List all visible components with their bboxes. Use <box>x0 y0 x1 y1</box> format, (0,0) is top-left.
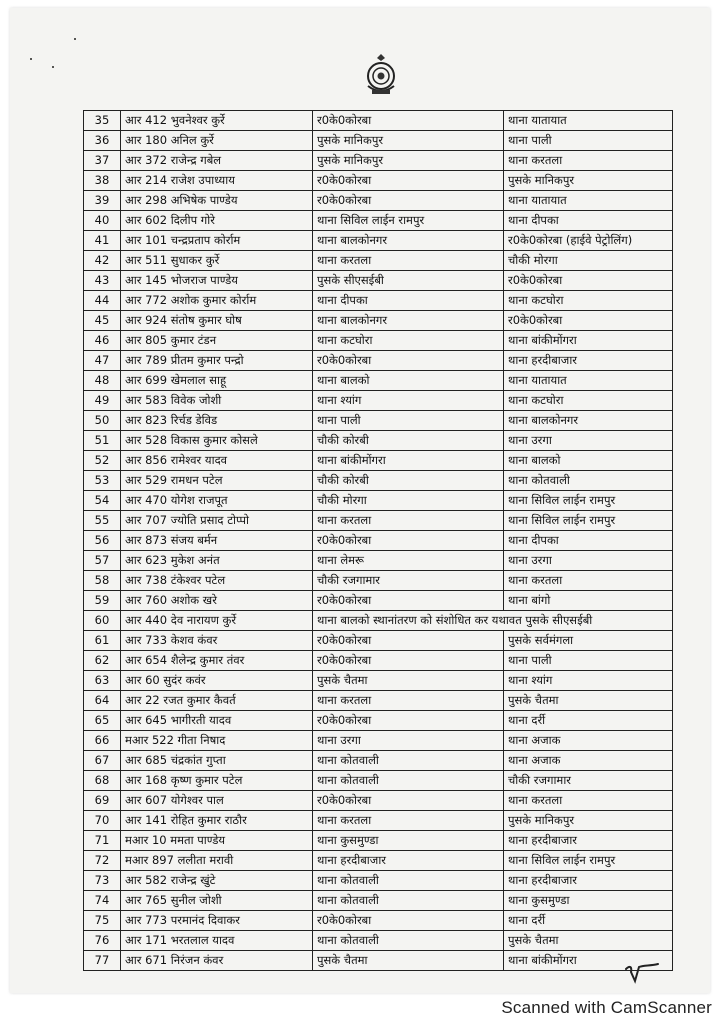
table-row <box>84 771 673 791</box>
serial-number-cell: 66 <box>84 731 121 751</box>
posted-from-cell: र0के0कोरबा <box>313 111 504 131</box>
serial-number-cell: 40 <box>84 211 121 231</box>
serial-number-cell: 55 <box>84 511 121 531</box>
employee-name-cell: आर 470 योगेश राजपूत <box>121 491 313 511</box>
table-row <box>84 651 673 671</box>
posted-to-cell: थाना दीपका <box>504 531 673 551</box>
serial-number-cell: 77 <box>84 951 121 971</box>
table-row <box>84 191 673 211</box>
posted-from-cell: थाना करतला <box>313 511 504 531</box>
posted-to-cell: थाना बांगो <box>504 591 673 611</box>
posted-from-cell: थाना बालकोनगर <box>313 311 504 331</box>
employee-name-cell: आर 805 कुमार टंडन <box>121 331 313 351</box>
posted-from-cell: चौकी कोरबी <box>313 431 504 451</box>
employee-name-cell: आर 856 रामेश्वर यादव <box>121 451 313 471</box>
serial-number-cell: 74 <box>84 891 121 911</box>
posted-to-cell: थाना करतला <box>504 151 673 171</box>
serial-number-cell: 36 <box>84 131 121 151</box>
posted-to-cell: थाना बांकीमोंगरा <box>504 951 673 971</box>
employee-name-cell: आर 645 भागीरती यादव <box>121 711 313 731</box>
table-row <box>84 631 673 651</box>
posted-to-cell: थाना करतला <box>504 571 673 591</box>
employee-name-cell: आर 582 राजेन्द्र खुंटे <box>121 871 313 891</box>
camscanner-watermark: Scanned with CamScanner <box>501 998 712 1017</box>
posted-from-cell: र0के0कोरबा <box>313 651 504 671</box>
posted-from-cell: पुसके चैतमा <box>313 671 504 691</box>
posted-from-cell: चौकी कोरबी <box>313 471 504 491</box>
posted-from-cell: थाना दीपका <box>313 291 504 311</box>
table-row <box>84 311 673 331</box>
serial-number-cell: 42 <box>84 251 121 271</box>
posted-to-cell: थाना हरदीबाजार <box>504 351 673 371</box>
posted-to-cell: थाना उरगा <box>504 431 673 451</box>
table-row <box>84 511 673 531</box>
table-row <box>84 251 673 271</box>
posted-from-cell: र0के0कोरबा <box>313 351 504 371</box>
posted-to-cell: चौकी रजगामार <box>504 771 673 791</box>
posted-to-cell: र0के0कोरबा <box>504 271 673 291</box>
table-row <box>84 731 673 751</box>
posted-to-cell: थाना बालकोनगर <box>504 411 673 431</box>
serial-number-cell: 65 <box>84 711 121 731</box>
table-row <box>84 911 673 931</box>
table-row <box>84 271 673 291</box>
serial-number-cell: 58 <box>84 571 121 591</box>
posted-to-cell: थाना हरदीबाजार <box>504 871 673 891</box>
employee-name-cell: आर 789 प्रीतम कुमार पन्द्रो <box>121 351 313 371</box>
table-row <box>84 791 673 811</box>
serial-number-cell: 37 <box>84 151 121 171</box>
table-row <box>84 531 673 551</box>
transfer-table <box>83 110 673 971</box>
serial-number-cell: 60 <box>84 611 121 631</box>
table-row <box>84 851 673 871</box>
posted-from-cell: थाना उरगा <box>313 731 504 751</box>
posted-from-cell: र0के0कोरबा <box>313 631 504 651</box>
table-row <box>84 931 673 951</box>
serial-number-cell: 54 <box>84 491 121 511</box>
posted-to-cell: थाना बालको <box>504 451 673 471</box>
employee-name-cell: आर 873 संजय बर्मन <box>121 531 313 551</box>
table-row <box>84 211 673 231</box>
serial-number-cell: 50 <box>84 411 121 431</box>
police-emblem-icon <box>360 52 402 98</box>
employee-name-cell: आर 607 योगेश्वर पाल <box>121 791 313 811</box>
serial-number-cell: 57 <box>84 551 121 571</box>
employee-name-cell: आर 738 टंकेश्वर पटेल <box>121 571 313 591</box>
serial-number-cell: 76 <box>84 931 121 951</box>
posted-to-cell: र0के0कोरबा (हाईवे पेट्रोलिंग) <box>504 231 673 251</box>
employee-name-cell: आर 412 भुवनेश्वर कुर्रे <box>121 111 313 131</box>
serial-number-cell: 62 <box>84 651 121 671</box>
employee-name-cell: मआर 522 गीता निषाद <box>121 731 313 751</box>
posted-to-cell: पुसके चैतमा <box>504 691 673 711</box>
table-row <box>84 111 673 131</box>
employee-name-cell: आर 654 शैलेन्द्र कुमार तंवर <box>121 651 313 671</box>
posted-from-cell: थाना हरदीबाजार <box>313 851 504 871</box>
posted-from-cell: थाना करतला <box>313 811 504 831</box>
posted-to-cell: थाना अजाक <box>504 731 673 751</box>
serial-number-cell: 68 <box>84 771 121 791</box>
employee-name-cell: आर 145 भोजराज पाण्डेय <box>121 271 313 291</box>
employee-name-cell: आर 60 सुदंर कवंर <box>121 671 313 691</box>
serial-number-cell: 51 <box>84 431 121 451</box>
serial-number-cell: 45 <box>84 311 121 331</box>
posted-to-cell: र0के0कोरबा <box>504 311 673 331</box>
table-row <box>84 371 673 391</box>
serial-number-cell: 73 <box>84 871 121 891</box>
employee-name-cell: आर 707 ज्योति प्रसाद टोप्पो <box>121 511 313 531</box>
posted-from-cell: थाना कटघोरा <box>313 331 504 351</box>
posted-from-cell: थाना कोतवाली <box>313 871 504 891</box>
employee-name-cell: आर 22 रजत कुमार कैवर्त <box>121 691 313 711</box>
posted-to-cell: थाना कटघोरा <box>504 291 673 311</box>
posted-to-cell: थाना सिविल लाईन रामपुर <box>504 511 673 531</box>
serial-number-cell: 48 <box>84 371 121 391</box>
table-row <box>84 811 673 831</box>
employee-name-cell: मआर 897 ललीता मरावी <box>121 851 313 871</box>
posted-from-cell: चौकी मोरगा <box>313 491 504 511</box>
posted-to-cell: थाना हरदीबाजार <box>504 831 673 851</box>
posted-from-cell: थाना करतला <box>313 691 504 711</box>
posted-to-cell: थाना सिविल लाईन रामपुर <box>504 851 673 871</box>
employee-name-cell: आर 772 अशोक कुमार कोर्राम <box>121 291 313 311</box>
employee-name-cell: आर 823 रिर्चड डेविड <box>121 411 313 431</box>
table-row <box>84 411 673 431</box>
posted-from-cell: थाना करतला <box>313 251 504 271</box>
table-row <box>84 351 673 371</box>
posted-from-cell: चौकी रजगामार <box>313 571 504 591</box>
employee-name-cell: आर 528 विकास कुमार कोसले <box>121 431 313 451</box>
posted-from-cell: पुसके मानिकपुर <box>313 131 504 151</box>
employee-name-cell: आर 760 अशोक खरे <box>121 591 313 611</box>
posted-from-cell: थाना कोतवाली <box>313 771 504 791</box>
table-row <box>84 551 673 571</box>
table-row <box>84 951 673 971</box>
employee-name-cell: आर 214 राजेश उपाध्याय <box>121 171 313 191</box>
serial-number-cell: 53 <box>84 471 121 491</box>
posted-from-cell: थाना लेमरू <box>313 551 504 571</box>
employee-name-cell: आर 685 चंद्रकांत गुप्ता <box>121 751 313 771</box>
scan-speck <box>74 38 76 40</box>
serial-number-cell: 59 <box>84 591 121 611</box>
employee-name-cell: आर 171 भरतलाल यादव <box>121 931 313 951</box>
serial-number-cell: 64 <box>84 691 121 711</box>
posted-to-cell: थाना करतला <box>504 791 673 811</box>
serial-number-cell: 39 <box>84 191 121 211</box>
employee-name-cell: आर 773 परमानंद दिवाकर <box>121 911 313 931</box>
serial-number-cell: 52 <box>84 451 121 471</box>
serial-number-cell: 49 <box>84 391 121 411</box>
table-row <box>84 171 673 191</box>
posted-to-cell: पुसके सर्वमंगला <box>504 631 673 651</box>
serial-number-cell: 71 <box>84 831 121 851</box>
remark-cell: थाना बालको स्थानांतरण को संशोधित कर यथावत पुसके सीएसईबी <box>313 611 673 631</box>
posted-from-cell: पुसके चैतमा <box>313 951 504 971</box>
posted-to-cell: थाना पाली <box>504 131 673 151</box>
posted-from-cell: थाना कोतवाली <box>313 751 504 771</box>
serial-number-cell: 44 <box>84 291 121 311</box>
serial-number-cell: 75 <box>84 911 121 931</box>
posted-to-cell: थाना अजाक <box>504 751 673 771</box>
table-row <box>84 151 673 171</box>
posted-from-cell: थाना कोतवाली <box>313 891 504 911</box>
employee-name-cell: आर 699 खेमलाल साहू <box>121 371 313 391</box>
posted-to-cell: थाना पाली <box>504 651 673 671</box>
posted-from-cell: र0के0कोरबा <box>313 171 504 191</box>
posted-to-cell: थाना सिविल लाईन रामपुर <box>504 491 673 511</box>
table-row <box>84 591 673 611</box>
posted-to-cell: चौकी मोरगा <box>504 251 673 271</box>
posted-from-cell: थाना श्यांग <box>313 391 504 411</box>
serial-number-cell: 69 <box>84 791 121 811</box>
employee-name-cell: आर 440 देव नारायण कुर्रे <box>121 611 313 631</box>
posted-from-cell: र0के0कोरबा <box>313 711 504 731</box>
employee-name-cell: आर 583 विवेक जोशी <box>121 391 313 411</box>
scan-speck <box>30 58 32 60</box>
posted-to-cell: पुसके चैतमा <box>504 931 673 951</box>
serial-number-cell: 46 <box>84 331 121 351</box>
scan-speck <box>52 66 54 68</box>
table-row <box>84 571 673 591</box>
table-row <box>84 871 673 891</box>
posted-to-cell: थाना कटघोरा <box>504 391 673 411</box>
posted-from-cell: थाना कोतवाली <box>313 931 504 951</box>
serial-number-cell: 70 <box>84 811 121 831</box>
table-row <box>84 831 673 851</box>
posted-to-cell: पुसके मानिकपुर <box>504 171 673 191</box>
table-row <box>84 491 673 511</box>
serial-number-cell: 38 <box>84 171 121 191</box>
posted-to-cell: थाना दर्री <box>504 911 673 931</box>
posted-to-cell: थाना बांकीमोंगरा <box>504 331 673 351</box>
employee-name-cell: आर 101 चन्द्रप्रताप कोर्राम <box>121 231 313 251</box>
posted-to-cell: थाना उरगा <box>504 551 673 571</box>
table-row <box>84 891 673 911</box>
posted-to-cell: थाना कुसमुण्डा <box>504 891 673 911</box>
serial-number-cell: 67 <box>84 751 121 771</box>
table-row <box>84 691 673 711</box>
posted-from-cell: थाना बालकोनगर <box>313 231 504 251</box>
posted-from-cell: र0के0कोरबा <box>313 911 504 931</box>
employee-name-cell: आर 141 रोहित कुमार राठौर <box>121 811 313 831</box>
employee-name-cell: मआर 10 ममता पाण्डेय <box>121 831 313 851</box>
posted-from-cell: र0के0कोरबा <box>313 591 504 611</box>
employee-name-cell: आर 298 अभिषेक पाण्डेय <box>121 191 313 211</box>
serial-number-cell: 63 <box>84 671 121 691</box>
posted-from-cell: पुसके सीएसईबी <box>313 271 504 291</box>
posted-to-cell: पुसके मानिकपुर <box>504 811 673 831</box>
serial-number-cell: 47 <box>84 351 121 371</box>
posted-from-cell: थाना कुसमुण्डा <box>313 831 504 851</box>
table-row <box>84 471 673 491</box>
table-row <box>84 431 673 451</box>
serial-number-cell: 61 <box>84 631 121 651</box>
posted-to-cell: थाना दीपका <box>504 211 673 231</box>
posted-from-cell: र0के0कोरबा <box>313 531 504 551</box>
employee-name-cell: आर 671 निरंजन कंवर <box>121 951 313 971</box>
table-row <box>84 131 673 151</box>
posted-to-cell: थाना यातायात <box>504 111 673 131</box>
serial-number-cell: 72 <box>84 851 121 871</box>
posted-from-cell: थाना पाली <box>313 411 504 431</box>
table-row <box>84 231 673 251</box>
table-row <box>84 671 673 691</box>
serial-number-cell: 56 <box>84 531 121 551</box>
employee-name-cell: आर 602 दिलीप गोरे <box>121 211 313 231</box>
posted-to-cell: थाना यातायात <box>504 371 673 391</box>
posted-to-cell: थाना कोतवाली <box>504 471 673 491</box>
employee-name-cell: आर 623 मुकेश अनंत <box>121 551 313 571</box>
serial-number-cell: 43 <box>84 271 121 291</box>
table-row <box>84 391 673 411</box>
employee-name-cell: आर 924 संतोष कुमार घोष <box>121 311 313 331</box>
posted-to-cell: थाना दर्री <box>504 711 673 731</box>
employee-name-cell: आर 733 केशव कंवर <box>121 631 313 651</box>
employee-name-cell: आर 180 अनिल कुर्रे <box>121 131 313 151</box>
posted-from-cell: र0के0कोरबा <box>313 191 504 211</box>
table-row <box>84 331 673 351</box>
posted-from-cell: र0के0कोरबा <box>313 791 504 811</box>
employee-name-cell: आर 372 राजेन्द्र गबेल <box>121 151 313 171</box>
employee-name-cell: आर 529 रामधन पटेल <box>121 471 313 491</box>
serial-number-cell: 35 <box>84 111 121 131</box>
table-row <box>84 711 673 731</box>
table-row <box>84 291 673 311</box>
employee-name-cell: आर 168 कृष्ण कुमार पटेल <box>121 771 313 791</box>
table-row <box>84 611 673 631</box>
posted-to-cell: थाना श्यांग <box>504 671 673 691</box>
table-row <box>84 451 673 471</box>
employee-name-cell: आर 765 सुनील जोशी <box>121 891 313 911</box>
posted-from-cell: पुसके मानिकपुर <box>313 151 504 171</box>
employee-name-cell: आर 511 सुधाकर कुर्रे <box>121 251 313 271</box>
posted-from-cell: थाना सिविल लाईन रामपुर <box>313 211 504 231</box>
posted-from-cell: थाना बालको <box>313 371 504 391</box>
posted-to-cell: थाना यातायात <box>504 191 673 211</box>
table-row <box>84 751 673 771</box>
posted-from-cell: थाना बांकीमोंगरा <box>313 451 504 471</box>
serial-number-cell: 41 <box>84 231 121 251</box>
signature-mark <box>622 955 662 985</box>
